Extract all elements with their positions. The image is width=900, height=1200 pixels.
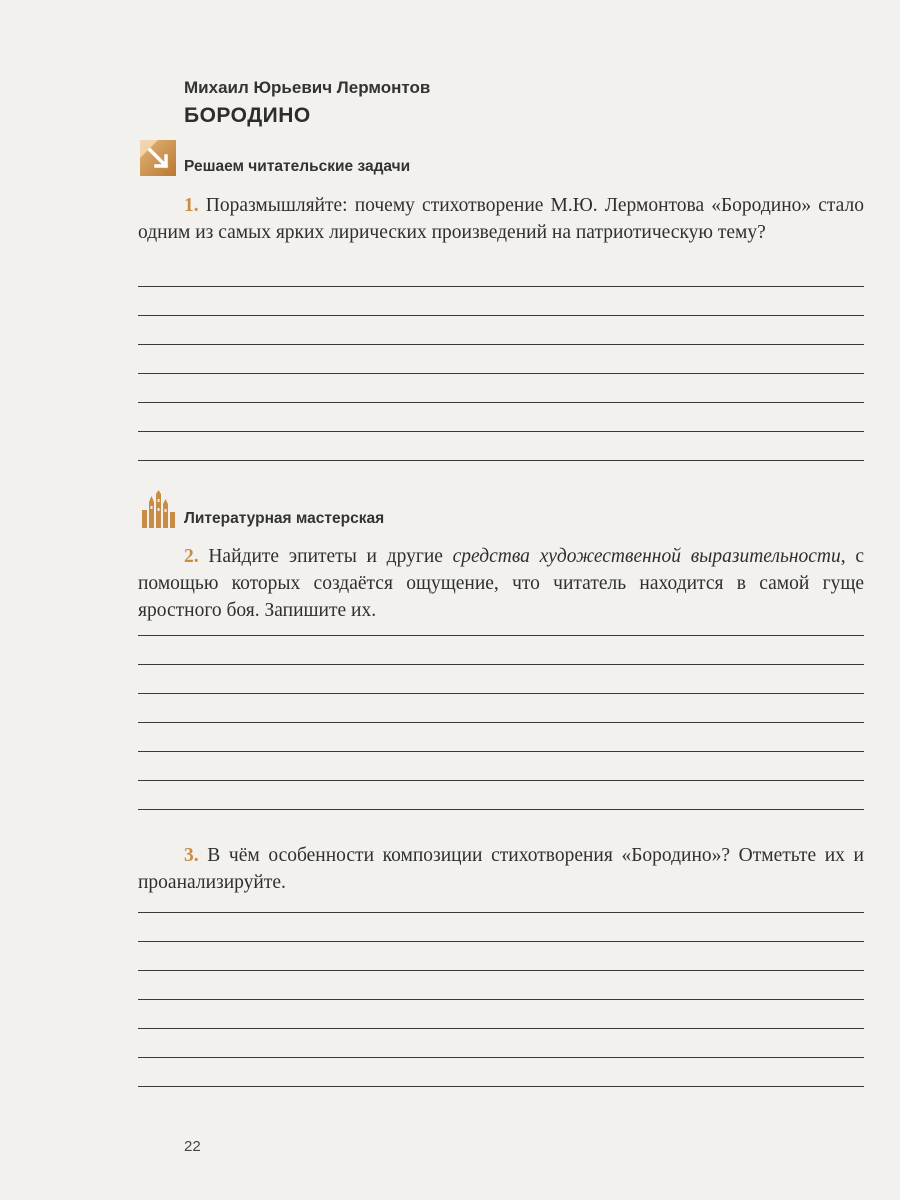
task-3: [138, 842, 864, 896]
answer-line[interactable]: [138, 1057, 864, 1058]
answer-line[interactable]: [138, 1028, 864, 1029]
section-heading-reading: [138, 138, 538, 178]
answer-line[interactable]: [138, 431, 864, 432]
answer-line[interactable]: [138, 664, 864, 665]
answer-line[interactable]: [138, 809, 864, 810]
task-text-part: Найдите эпитеты и другие: [208, 546, 453, 567]
section-title: Решаем читательские задачи: [184, 158, 411, 175]
answer-line[interactable]: [138, 693, 864, 694]
task-text-part: , с помощью которых создаётся ощущение, что читатель находится в самой гуще яростного боя. Запишите их.: [138, 546, 865, 621]
answer-line[interactable]: [138, 635, 864, 636]
answer-line[interactable]: [138, 970, 864, 971]
task-text: В чём особенности композиции стихотворения «Бородино»? Отметьте их и проанализируйте.: [138, 845, 864, 893]
task-1: [138, 192, 864, 246]
answer-line[interactable]: [138, 315, 864, 316]
answer-line[interactable]: [138, 941, 864, 942]
answer-line[interactable]: [138, 460, 864, 461]
answer-line[interactable]: [138, 751, 864, 752]
answer-line[interactable]: [138, 373, 864, 374]
poem-title: БОРОДИНО: [184, 104, 311, 127]
answer-line[interactable]: [138, 912, 864, 913]
answer-line[interactable]: [138, 722, 864, 723]
city-towers-icon: [138, 490, 178, 530]
answer-line[interactable]: [138, 780, 864, 781]
task-number: 2.: [184, 546, 199, 567]
answer-line[interactable]: [138, 999, 864, 1000]
author-name: Михаил Юрьевич Лермонтов: [184, 78, 431, 97]
answer-line[interactable]: [138, 402, 864, 403]
task-2: [138, 543, 864, 624]
section-heading-workshop: [138, 490, 538, 530]
answer-line[interactable]: [138, 286, 864, 287]
page-number: 22: [184, 1138, 201, 1155]
section-title: Литературная мастерская: [184, 510, 385, 527]
answer-line[interactable]: [138, 1086, 864, 1087]
task-number: 1.: [184, 195, 199, 216]
arrow-corner-icon: [138, 138, 178, 178]
answer-line[interactable]: [138, 344, 864, 345]
task-text: Поразмышляйте: почему стихотворение М.Ю. Лермонтова «Бородино» стало одним из самых ярких лирических произведений на патриотическую тему?: [138, 195, 864, 243]
task-text-italic: средства художественной выразительности: [452, 546, 841, 567]
task-number: 3.: [184, 845, 199, 866]
